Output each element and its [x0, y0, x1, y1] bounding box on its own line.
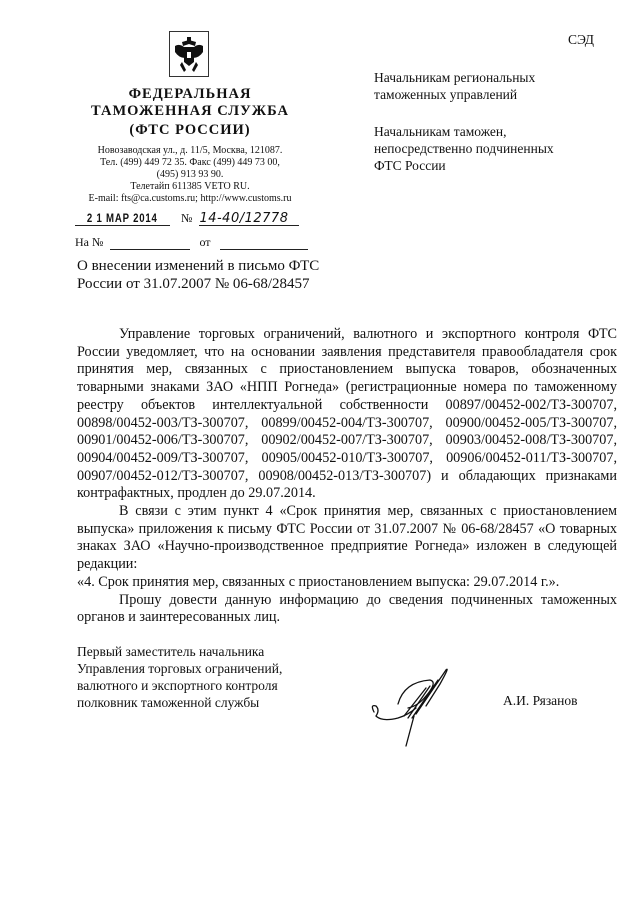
- letter-subject: [77, 257, 337, 293]
- number-value: 14-40/12778: [199, 211, 289, 226]
- phone-line: Тел. (499) 449 72 35. Факс (499) 449 73 00,: [100, 157, 280, 168]
- number-field: [199, 211, 299, 226]
- number-label: №: [181, 211, 193, 225]
- letter-body: [77, 326, 617, 627]
- reference-row: [75, 235, 308, 250]
- body-paragraph-amendment: В связи с этим пункт 4 «Срок принятия мер, связанных с приостановлением выпуска» приложения к письму ФТС России от 31.07.2007 № 06-68/28457 «О товарных знаках ЗАО «Научно-производственное предприятие Рогнеда» изложен в следующей редакции:: [77, 503, 617, 573]
- recipient-block-1: [374, 69, 624, 103]
- date-stamp: 2 1 MAP 2014: [87, 211, 158, 225]
- recipient-line: Начальникам таможен,: [374, 124, 507, 139]
- signer-line: Управления торговых ограничений,: [77, 661, 283, 676]
- subject-line: России от 31.07.2007 № 06-68/28457: [77, 276, 310, 292]
- body-paragraph-new-wording: «4. Срок принятия мер, связанных с приостановлением выпуска: 29.07.2014 г.».: [77, 573, 560, 590]
- recipient-line: Начальникам региональных: [374, 70, 536, 85]
- handwritten-signature-icon: [368, 660, 468, 750]
- corner-mark: СЭД: [568, 32, 594, 47]
- signer-line: полковник таможенной службы: [77, 695, 260, 710]
- teletype-line: Телетайп 611385 VETO RU.: [130, 181, 250, 192]
- date-field: [75, 211, 170, 226]
- signer-position: [77, 643, 337, 711]
- ref-number-field: [110, 235, 190, 250]
- recipient-block-2: [374, 123, 624, 174]
- address-line: Новозаводская ул., д. 11/5, Москва, 121087.: [97, 145, 283, 156]
- ref-date-field: [220, 235, 308, 250]
- russian-coat-of-arms-icon: [169, 31, 209, 77]
- recipient-line: таможенных управлений: [374, 87, 518, 102]
- org-name-line1: ФЕДЕРАЛЬНАЯ: [128, 86, 252, 102]
- body-paragraph-request: Прошу довести данную информацию до сведения подчиненных таможенных органов и заинтересованных лиц.: [77, 591, 617, 626]
- email-line: E-mail: fts@ca.customs.ru; http://www.customs.ru: [88, 193, 292, 204]
- body-paragraph-notice: Управление торговых ограничений, валютного и экспортного контроля ФТС России уведомляет, что на основании заявления представителя правообладателя срок принятия мер, связанных с приостановлением выпуска товаров, обозначенных товарными знаками ЗАО «НПП Рогнеда» (регистрационные номера по таможенному реестру объектов интеллектуальной собственности 00897/00452-002/ТЗ-300707, 00898/00452-003/ТЗ-300707, 00899/00452-004/ТЗ-300707, 00900/00452-005/ТЗ-300707, 00901/00452-006/ТЗ-300707, 00902/00452-007/ТЗ-300707, 00903/00452-008/ТЗ-300707, 00904/00452-009/ТЗ-300707, 00905/00452-010/ТЗ-300707, 00906/00452-011/ТЗ-300707, 00907/00452-012/ТЗ-300707, 00908/00452-013/ТЗ-300707) и обладающих признаками контрафактных, продлен до 29.07.2014.: [77, 326, 617, 502]
- recipient-line: ФТС России: [374, 158, 446, 173]
- recipient-line: непосредственно подчиненных: [374, 141, 554, 156]
- signer-line: Первый заместитель начальника: [77, 644, 265, 659]
- ref-label: На №: [75, 235, 104, 249]
- subject-line: О внесении изменений в письмо ФТС: [77, 258, 320, 274]
- registration-row: [75, 211, 299, 226]
- org-short-name: (ФТС РОССИИ): [129, 122, 251, 138]
- ref-from-label: от: [199, 235, 211, 249]
- phone-line-2: (495) 913 93 90.: [156, 169, 224, 180]
- signer-name: А.И. Рязанов: [503, 693, 578, 708]
- org-name-line2: ТАМОЖЕННАЯ СЛУЖБА: [91, 103, 289, 119]
- signer-line: валютного и экспортного контроля: [77, 678, 278, 693]
